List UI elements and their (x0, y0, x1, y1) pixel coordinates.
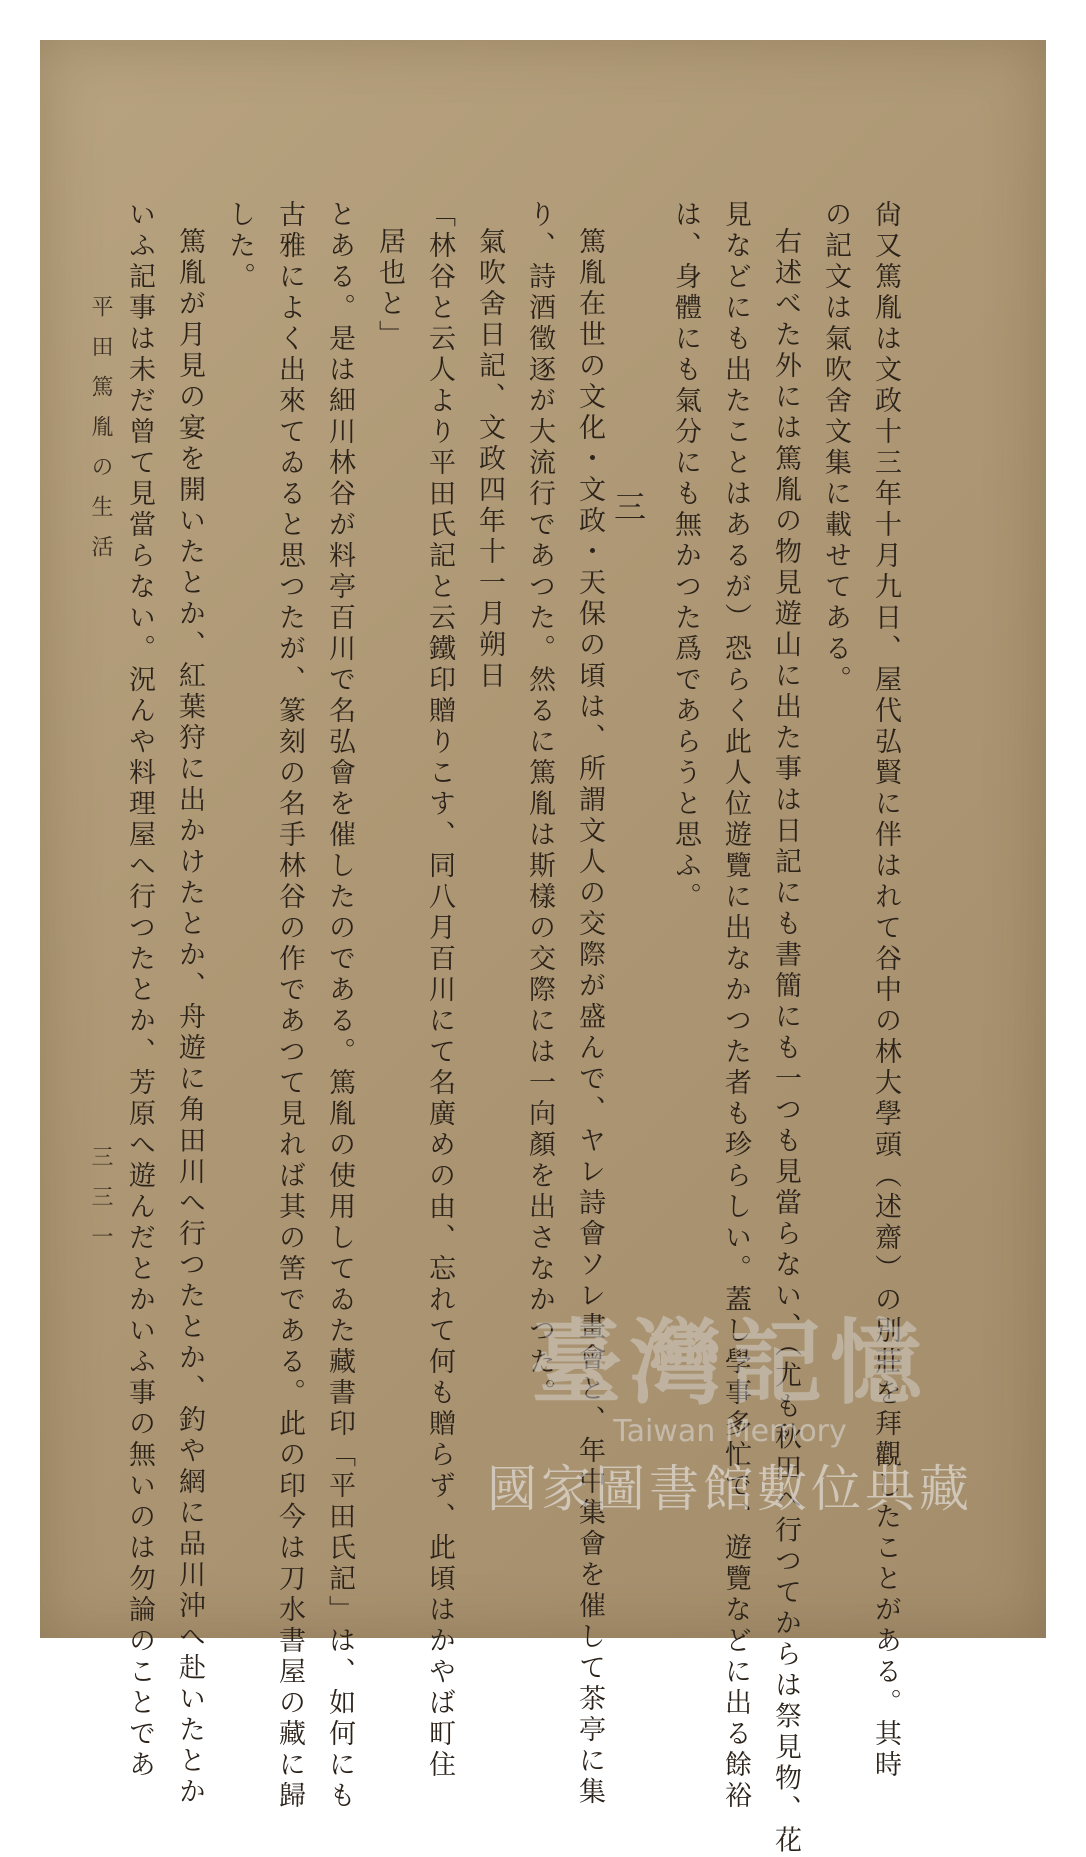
text-column-9: 「林谷と云人より平田氏記と云鐵印贈りこす、同八月百川にて名廣めの由、忘れて何も贈らず、此頃はかやば町住 (424, 200, 455, 1781)
page-number: 三三一 (88, 1145, 113, 1265)
text-column-7: り、詩酒徵逐が大流行であつた。然るに篤胤は斯樣の交際には一向顏を出さなかつた。 (524, 200, 555, 1409)
text-column-15: いふ記事は未だ曾て見當らない。況んや料理屋へ行つたとか、芳原へ遊んだとかいふ事の無いのは勿論のことであ (124, 200, 155, 1781)
text-column-2: の記文は氣吹舍文集に載せてある。 (820, 200, 851, 696)
text-column-13: した。 (224, 200, 255, 293)
running-footer-title: 平田篤胤の生活 (88, 295, 113, 575)
text-column-10: 居也と」 (374, 227, 405, 351)
text-column-8: 氣吹舍日記、文政四年十一月朔日 (474, 227, 505, 692)
text-column-12: 古雅によく出來てゐると思つたが、篆刻の名手林谷の作であつて見れば其の筈である。此の印今は刀水書屋の藏に歸 (274, 200, 305, 1812)
book-page (40, 40, 1046, 1857)
text-column-5: は、身體にも氣分にも無かつた爲であらうと思ふ。 (670, 200, 701, 913)
text-column-3: 右述べた外には篤胤の物見遊山に出た事は日記にも書簡にも一つも見當らない、（尤も秋田へ行つてからは祭見物、花 (770, 227, 801, 1857)
text-column-14: 篤胤が月見の宴を開いたとか、紅葉狩に出かけたとか、舟遊に角田川へ行つたとか、釣や網に品川沖へ赴いたとか (174, 227, 205, 1808)
text-column-4: 見などにも出たことはあるが）恐らく此人位遊覽に出なかつた者も珍らしい。蓋し學事多忙で、遊覽などに出る餘裕 (720, 200, 751, 1812)
text-column-6: 篤胤在世の文化・文政・天保の頃は、所謂文人の交際が盛んで、ヤレ詩會ソレ畫會と、年中集會を催して茶亭に集 (574, 227, 605, 1808)
watermark-chinese: 國家圖書館數位典藏 (487, 1460, 973, 1518)
text-column-11: とある。是は細川林谷が料亭百川で名弘會を催したのである。篤胤の使用してゐた藏書印「平田氏記」は、如何にも (324, 200, 355, 1812)
text-column-1: 尙又篤胤は文政十三年十月九日、屋代弘賢に伴はれて谷中の林大學頭（述齋）の別莊を拜觀したことがある。其時 (870, 200, 901, 1781)
section-heading: 三 (609, 490, 647, 522)
watermark-calligraphy: 臺灣記憶 (529, 1309, 930, 1417)
watermark-english: Taiwan Memory (613, 1414, 847, 1449)
